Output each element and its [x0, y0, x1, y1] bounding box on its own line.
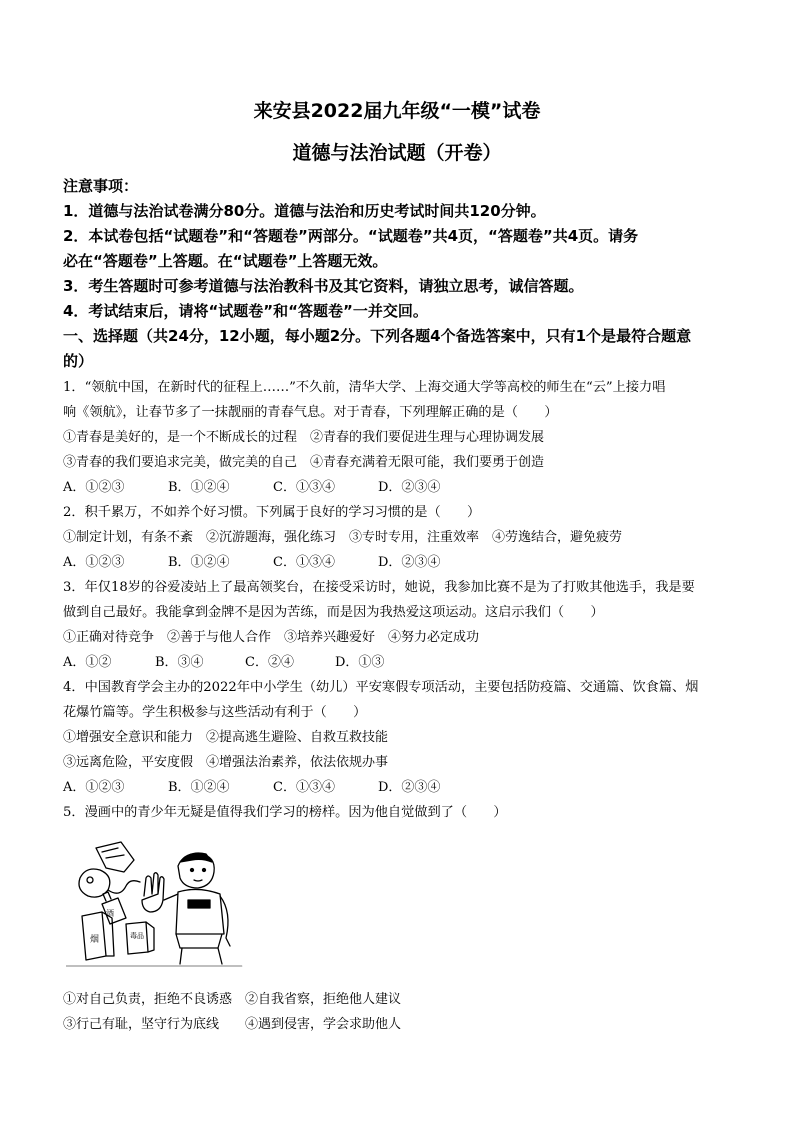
cartoon-illustration	[66, 838, 246, 970]
choice-c: C．①③④	[273, 780, 335, 795]
cartoon-wine-label: 酒	[106, 909, 114, 918]
choice-b: B．①②④	[168, 555, 230, 570]
question-3-option-line: ①正确对待竞争 ②善于与他人合作 ③培养兴趣爱好 ④努力必定成功	[63, 630, 480, 645]
notice-item-2: 2．本试卷包括“试题卷”和“答题卷”两部分。“试题卷”共4页，“答题卷”共4页。请务	[63, 227, 639, 245]
exam-subtitle: 道德与法治试题（开卷）	[292, 142, 502, 164]
choice-c: C．①③④	[273, 480, 335, 495]
choice-d: D．②③④	[378, 555, 441, 570]
choice-c: C．②④	[245, 655, 294, 670]
cartoon-smoke-label: 烟	[90, 935, 100, 945]
choice-a: A．①②③	[63, 480, 125, 495]
question-5-stem: 5．漫画中的青少年无疑是值得我们学习的榜样。因为他自觉做到了（ ）	[63, 805, 507, 820]
question-1-option-line: ③青春的我们要追求完美，做完美的自己 ④青春充满着无限可能，我们要勇于创造	[63, 455, 545, 470]
question-4-stem-cont: 花爆竹篇等。学生积极参与这些活动有利于（ ）	[63, 705, 367, 720]
question-1-stem-cont: 响《领航》，让春节多了一抹靓丽的青春气息。对于青春，下列理解正确的是（ ）	[63, 405, 558, 420]
question-4-option-line: ①增强安全意识和能力 ②提高逃生避险、自救互救技能	[63, 730, 389, 745]
question-5-option-line: ③行己有耻，坚守行为底线 ④遇到侵害，学会求助他人	[63, 1017, 402, 1032]
choice-a: A．①②③	[63, 555, 125, 570]
question-3-stem-cont: 做到自己最好。我能拿到金牌不是因为苦练，而是因为我热爱这项运动。这启示我们（ ）	[63, 605, 604, 620]
notice-item-4: 4．考试结束后，请将“试题卷”和“答题卷”一并交回。	[63, 302, 428, 320]
choice-a: A．①②	[63, 655, 112, 670]
question-1-option-line: ①青春是美好的，是一个不断成长的过程 ②青春的我们要促进生理与心理协调发展	[63, 430, 545, 445]
section-heading-cont: 的）	[63, 352, 94, 370]
choice-c: C．①③④	[273, 555, 335, 570]
choice-d: D．①③	[335, 655, 385, 670]
cartoon-drug-label: 毒品	[130, 932, 144, 940]
section-heading: 一、选择题（共24分，12小题，每小题2分。下列各题4个备选答案中，只有1个是最符合题意	[63, 327, 692, 345]
choice-b: B．①②④	[168, 480, 230, 495]
question-3-stem: 3．年仅18岁的谷爱凌站上了最高领奖台，在接受采访时，她说，我参加比赛不是为了打败其他选手，我是要	[63, 580, 695, 595]
choice-b: B．③④	[155, 655, 204, 670]
question-1-stem: 1．“领航中国，在新时代的征程上……”不久前，清华大学、上海交通大学等高校的师生在“云”上接力唱	[63, 380, 666, 395]
question-4-option-line: ③远离危险，平安度假 ④增强法治素养，依法依规办事	[63, 755, 389, 770]
notice-heading: 注意事项：	[63, 177, 139, 195]
question-4-stem: 4．中国教育学会主办的2022年中小学生（幼儿）平安寒假专项活动，主要包括防疫篇、交通篇、饮食篇、烟	[63, 680, 699, 695]
notice-item-3: 3．考生答题时可参考道德与法治教科书及其它资料，请独立思考，诚信答题。	[63, 277, 584, 295]
choice-d: D．②③④	[378, 780, 441, 795]
notice-item-2-cont: 必在“答题卷”上答题。在“试题卷”上答题无效。	[63, 252, 388, 270]
choice-a: A．①②③	[63, 780, 125, 795]
choice-d: D．②③④	[378, 480, 441, 495]
question-5-option-line: ①对自己负责，拒绝不良诱惑 ②自我省察，拒绝他人建议	[63, 992, 402, 1007]
question-2-option-line: ①制定计划，有条不紊 ②沉游题海，强化练习 ③专时专用，注重效率 ④劳逸结合，避免疲劳	[63, 530, 623, 545]
question-2-stem: 2．积千累万，不如养个好习惯。下列属于良好的学习习惯的是（ ）	[63, 505, 481, 520]
notice-item-1: 1．道德与法治试卷满分80分。道德与法治和历史考试时间共120分钟。	[63, 202, 546, 220]
choice-b: B．①②④	[168, 780, 230, 795]
exam-title: 来安县2022届九年级“一模”试卷	[253, 100, 541, 122]
